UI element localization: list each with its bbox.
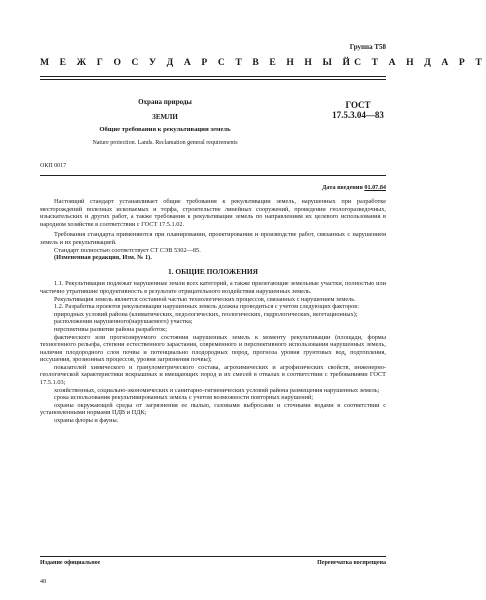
section-paragraph: природных условий района (климатических, педологических, геологических, гидрологических, вегетационных); [54,310,358,318]
gost-designation [322,100,394,120]
group-code: Группа Т58 [349,43,386,51]
edition-note: (Измененная редакция, Изм. № 1). [54,254,152,262]
section-paragraph: фактического или прогнозируемого состояния нарушенных земель к моменту рекультивации (площади, формы техногенного рельефа, степени естественного зарастания, современного и перспективного использования нарушенных земель, наличия плодородного слоя почвы и потенциально плодородных пород, прогноза уровня грунтовых вод, подтопления, иссушения, эрозионных процессов, уровня загрязнения почвы); [40,333,386,364]
title-line-2: ЗЕМЛИ [152,113,178,121]
official-edition-label: Издание официальное [40,560,101,566]
section-paragraph: охраны флоры и фауны. [54,417,119,425]
gost-code: ГОСТ [345,100,371,110]
intro-paragraph-3: Стандарт полностью соответствует СТ СЭВ 5302—85. [54,246,201,254]
top-rule [40,76,386,77]
english-title: Nature protection. Lands. Reclamation general requirements [92,140,238,146]
page-number: 48 [40,579,46,585]
section-paragraph: показателей химического и гранулометрического состава, агрохимических и агрофизических свойств, инженерно-геологической характеристики вскрышных и вмещающих пород и их смесей в отвалах в соответствии с требованиями ГОСТ 17.5.1.03; [40,363,386,387]
section-paragraph: 1.1. Рекультивации подлежат нарушенные земли всех категорий, а также прилегающие земельные участки, полностью или частично утратившие продуктивность в результате отрицательного воздействия нарушенных земель. [40,280,386,295]
standard-type-word-2: С Т А Н Д А Р Т [354,57,486,68]
section-heading: 1. ОБЩИЕ ПОЛОЖЕНИЯ [168,266,258,276]
bottom-rule [40,556,386,557]
intro-paragraph-2: Требования стандарта применяются при планировании, проектировании и производстве работ, связанных с нарушением земель и их рекультивацией. [40,231,386,246]
section-paragraph: расположения нарушенного(нарушаемого) участка; [54,318,193,326]
section-paragraph: Рекультивация земель является составной частью технологических процессов, связанных с нарушением земель. [54,295,356,303]
effective-date-label: Дата введения [322,184,363,191]
gost-number: 17.5.3.04—83 [332,110,384,120]
top-rule-thin [40,79,386,80]
standard-type-word-1: М Е Ж Г О С У Д А Р С Т В Е Н Н Ы Й [40,57,355,68]
okp-code: ОКП 0017 [40,163,67,169]
document-body [40,198,386,425]
effective-date [322,184,386,191]
section-paragraph: хозяйственных, социально-экономических и санитарно-гигиенических условий района размещения нарушенных земель; [54,386,380,394]
section-paragraph: охраны окружающей среды от загрязнения ее пылью, газовыми выбросами и сточными водами в соответствии с установленными нормами ПДВ и ПДК; [40,401,386,417]
title-line-1: Охрана природы [138,98,192,106]
section-paragraph: срока использования рекультивированных земель с учетом возможности повторных нарушений; [54,394,314,402]
standard-type-heading [40,57,486,68]
reprint-prohibited-label: Перепечатка воспрещена [317,560,386,566]
section-paragraph: перспективы развития района разработок; [54,325,167,333]
middle-rule [40,175,386,176]
intro-paragraph-1: Настоящий стандарт устанавливает общие требования к рекультивации земель, нарушенных при разработке месторождений полезных ископаемых и торфа, строительстве линейных сооружений, проведении геологоразведочных, изыскательских и других работ, а также требования к рекультивации земель по направлениям их целевого использования в народном хозяйстве в соответствии с ГОСТ 17.5.1.02. [40,198,386,228]
section-paragraph: 1.2. Разработка проектов рекультивации нарушенных земель должна проводиться с учетом следующих факторов: [54,303,359,311]
title-line-3: Общие требования к рекультивации земель [99,126,231,133]
effective-date-value: 01.07.84 [364,184,386,191]
